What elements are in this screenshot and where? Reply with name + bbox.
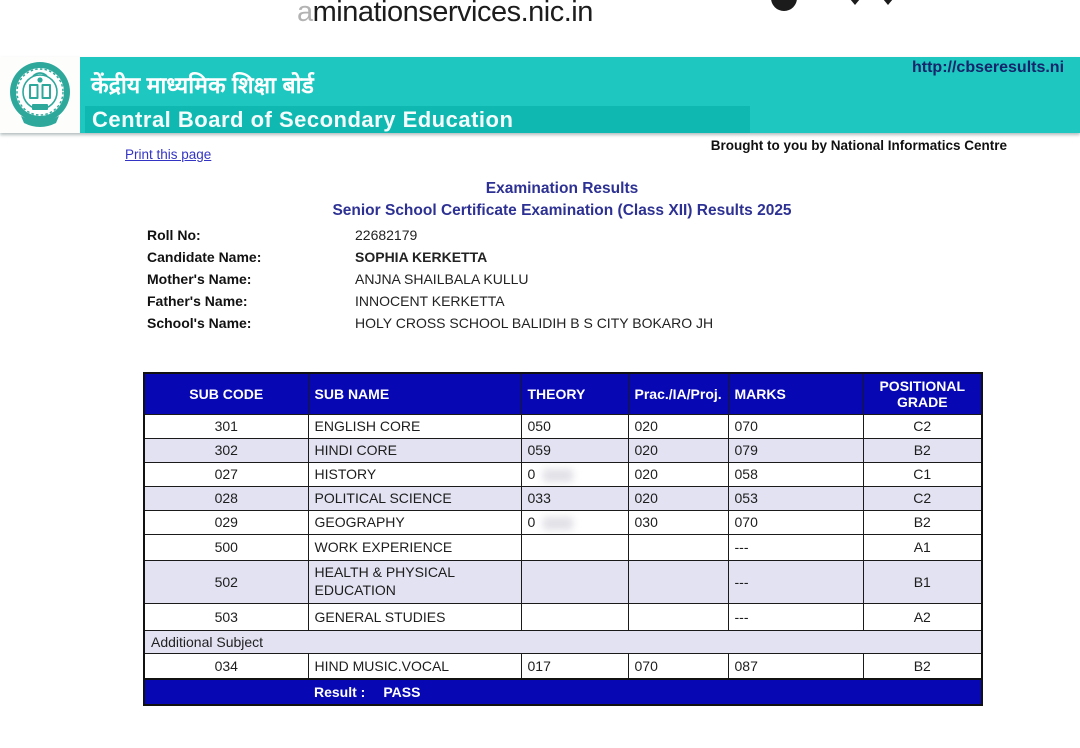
- table-row: [144, 510, 982, 534]
- results-site-url: http://cbseresults.ni: [912, 59, 1065, 76]
- roll-no-value: 22682179: [355, 227, 418, 243]
- table-header-row: [144, 373, 982, 414]
- candidate-details: [147, 224, 927, 334]
- marks-cell: ---: [728, 603, 863, 630]
- sub-name-cell: WORK EXPERIENCE: [308, 534, 521, 560]
- marks-cell: ---: [728, 560, 863, 603]
- sub-code-cell: 027: [144, 462, 308, 486]
- col-header-grade: POSITIONAL GRADE: [863, 373, 982, 414]
- detail-row-father: [147, 290, 927, 312]
- table-row: [144, 603, 982, 630]
- result-value: PASS: [383, 684, 421, 700]
- sub-code-cell: 034: [144, 653, 308, 679]
- candidate-name-value: SOPHIA KERKETTA: [355, 249, 488, 265]
- father-name-value: INNOCENT KERKETTA: [355, 293, 505, 309]
- marks-cell: 070: [728, 510, 863, 534]
- detail-row-roll: [147, 224, 927, 246]
- browser-address-bar[interactable]: [0, 0, 1080, 57]
- table-row: [144, 414, 982, 438]
- theory-cell: 017: [521, 653, 628, 679]
- marks-cell: 070: [728, 414, 863, 438]
- mother-name-label: Mother's Name:: [147, 271, 252, 287]
- col-header-theory: THEORY: [521, 373, 628, 414]
- sub-code-cell: 302: [144, 438, 308, 462]
- grade-cell: A1: [863, 534, 982, 560]
- detail-row-mother: [147, 268, 927, 290]
- table-row: [144, 534, 982, 560]
- marks-cell: 079: [728, 438, 863, 462]
- theory-cell: 033: [521, 486, 628, 510]
- prac-cell: 020: [628, 486, 728, 510]
- address-url-main-part: minationservices.nic.in: [312, 0, 593, 28]
- sub-code-cell: 029: [144, 510, 308, 534]
- school-name-value: HOLY CROSS SCHOOL BALIDIH B S CITY BOKARO JH: [355, 315, 714, 331]
- col-header-sub-name: SUB NAME: [308, 373, 521, 414]
- account-circle-icon[interactable]: [771, 0, 797, 11]
- grade-cell: C2: [863, 414, 982, 438]
- prac-cell: [628, 603, 728, 630]
- grade-cell: B2: [863, 653, 982, 679]
- col-header-prac: Prac./IA/Proj.: [628, 373, 728, 414]
- nic-credit-text: Brought to you by National Informatics Centre: [710, 138, 1007, 153]
- marks-cell: 058: [728, 462, 863, 486]
- prac-cell: 020: [628, 414, 728, 438]
- page-title: Examination Results: [485, 180, 639, 197]
- theory-cell: [521, 534, 628, 560]
- sub-name-cell: POLITICAL SCIENCE: [308, 486, 521, 510]
- sub-name-cell: GEOGRAPHY: [308, 510, 521, 534]
- additional-subject-label: Additional Subject: [144, 630, 982, 653]
- detail-row-school: [147, 312, 927, 334]
- sub-code-cell: 502: [144, 560, 308, 603]
- col-header-sub-code: SUB CODE: [144, 373, 308, 414]
- sub-code-cell: 500: [144, 534, 308, 560]
- theory-cell: 059: [521, 438, 628, 462]
- marks-cell: 087: [728, 653, 863, 679]
- blurred-value-patch: [543, 517, 573, 530]
- theory-cell: [521, 560, 628, 603]
- table-row: [144, 560, 982, 603]
- table-row: [144, 653, 982, 679]
- prac-cell: 020: [628, 438, 728, 462]
- result-status: [151, 684, 975, 700]
- sub-name-cell: HEALTH & PHYSICAL EDUCATION: [308, 560, 521, 603]
- exam-title: Senior School Certificate Examination (Class XII) Results 2025: [332, 202, 792, 219]
- address-url-dim-part: a: [297, 0, 313, 28]
- partial-browser-icon[interactable]: [845, 0, 865, 5]
- table-row: [144, 462, 982, 486]
- school-name-label: School's Name:: [147, 315, 252, 331]
- sub-name-cell: HISTORY: [308, 462, 521, 486]
- blurred-value-patch: [543, 469, 573, 482]
- detail-row-candidate: [147, 246, 927, 268]
- cbse-logo-box: [0, 57, 80, 133]
- candidate-name-label: Candidate Name:: [147, 249, 262, 265]
- address-bar-url[interactable]: [297, 0, 593, 29]
- theory-cell: [521, 603, 628, 630]
- partial-browser-icon[interactable]: [878, 0, 898, 5]
- table-row: [144, 486, 982, 510]
- grade-cell: C1: [863, 462, 982, 486]
- grade-cell: B1: [863, 560, 982, 603]
- mother-name-value: ANJNA SHAILBALA KULLU: [355, 271, 529, 287]
- org-name-hindi: केंद्रीय माध्यमिक शिक्षा बोर्ड: [91, 72, 314, 98]
- sub-name-cell: GENERAL STUDIES: [308, 603, 521, 630]
- grade-cell: C2: [863, 486, 982, 510]
- theory-cell: 050: [521, 414, 628, 438]
- prac-cell: 070: [628, 653, 728, 679]
- print-page-link[interactable]: Print this page: [125, 147, 212, 162]
- result-label: Result :: [314, 684, 366, 700]
- marks-cell: 053: [728, 486, 863, 510]
- grade-cell: B2: [863, 438, 982, 462]
- sub-code-cell: 028: [144, 486, 308, 510]
- prac-cell: 020: [628, 462, 728, 486]
- col-header-marks: MARKS: [728, 373, 863, 414]
- grade-cell: A2: [863, 603, 982, 630]
- grade-cell: B2: [863, 510, 982, 534]
- sub-code-cell: 301: [144, 414, 308, 438]
- theory-cell-obscured: 0: [521, 462, 628, 486]
- marks-cell: ---: [728, 534, 863, 560]
- prac-cell: [628, 560, 728, 603]
- father-name-label: Father's Name:: [147, 293, 248, 309]
- cbse-site-header: [0, 57, 1080, 133]
- roll-no-label: Roll No:: [147, 227, 201, 243]
- org-name-english: Central Board of Secondary Education: [92, 107, 514, 132]
- sub-name-cell: HINDI CORE: [308, 438, 521, 462]
- marks-table: [143, 372, 983, 706]
- prac-cell: 030: [628, 510, 728, 534]
- result-row: [144, 679, 982, 705]
- additional-subject-section-row: [144, 630, 982, 653]
- table-row: [144, 438, 982, 462]
- prac-cell: [628, 534, 728, 560]
- sub-code-cell: 503: [144, 603, 308, 630]
- sub-name-cell: ENGLISH CORE: [308, 414, 521, 438]
- theory-cell-obscured: 0: [521, 510, 628, 534]
- cbse-emblem-icon: [7, 60, 73, 130]
- sub-name-cell: HIND MUSIC.VOCAL: [308, 653, 521, 679]
